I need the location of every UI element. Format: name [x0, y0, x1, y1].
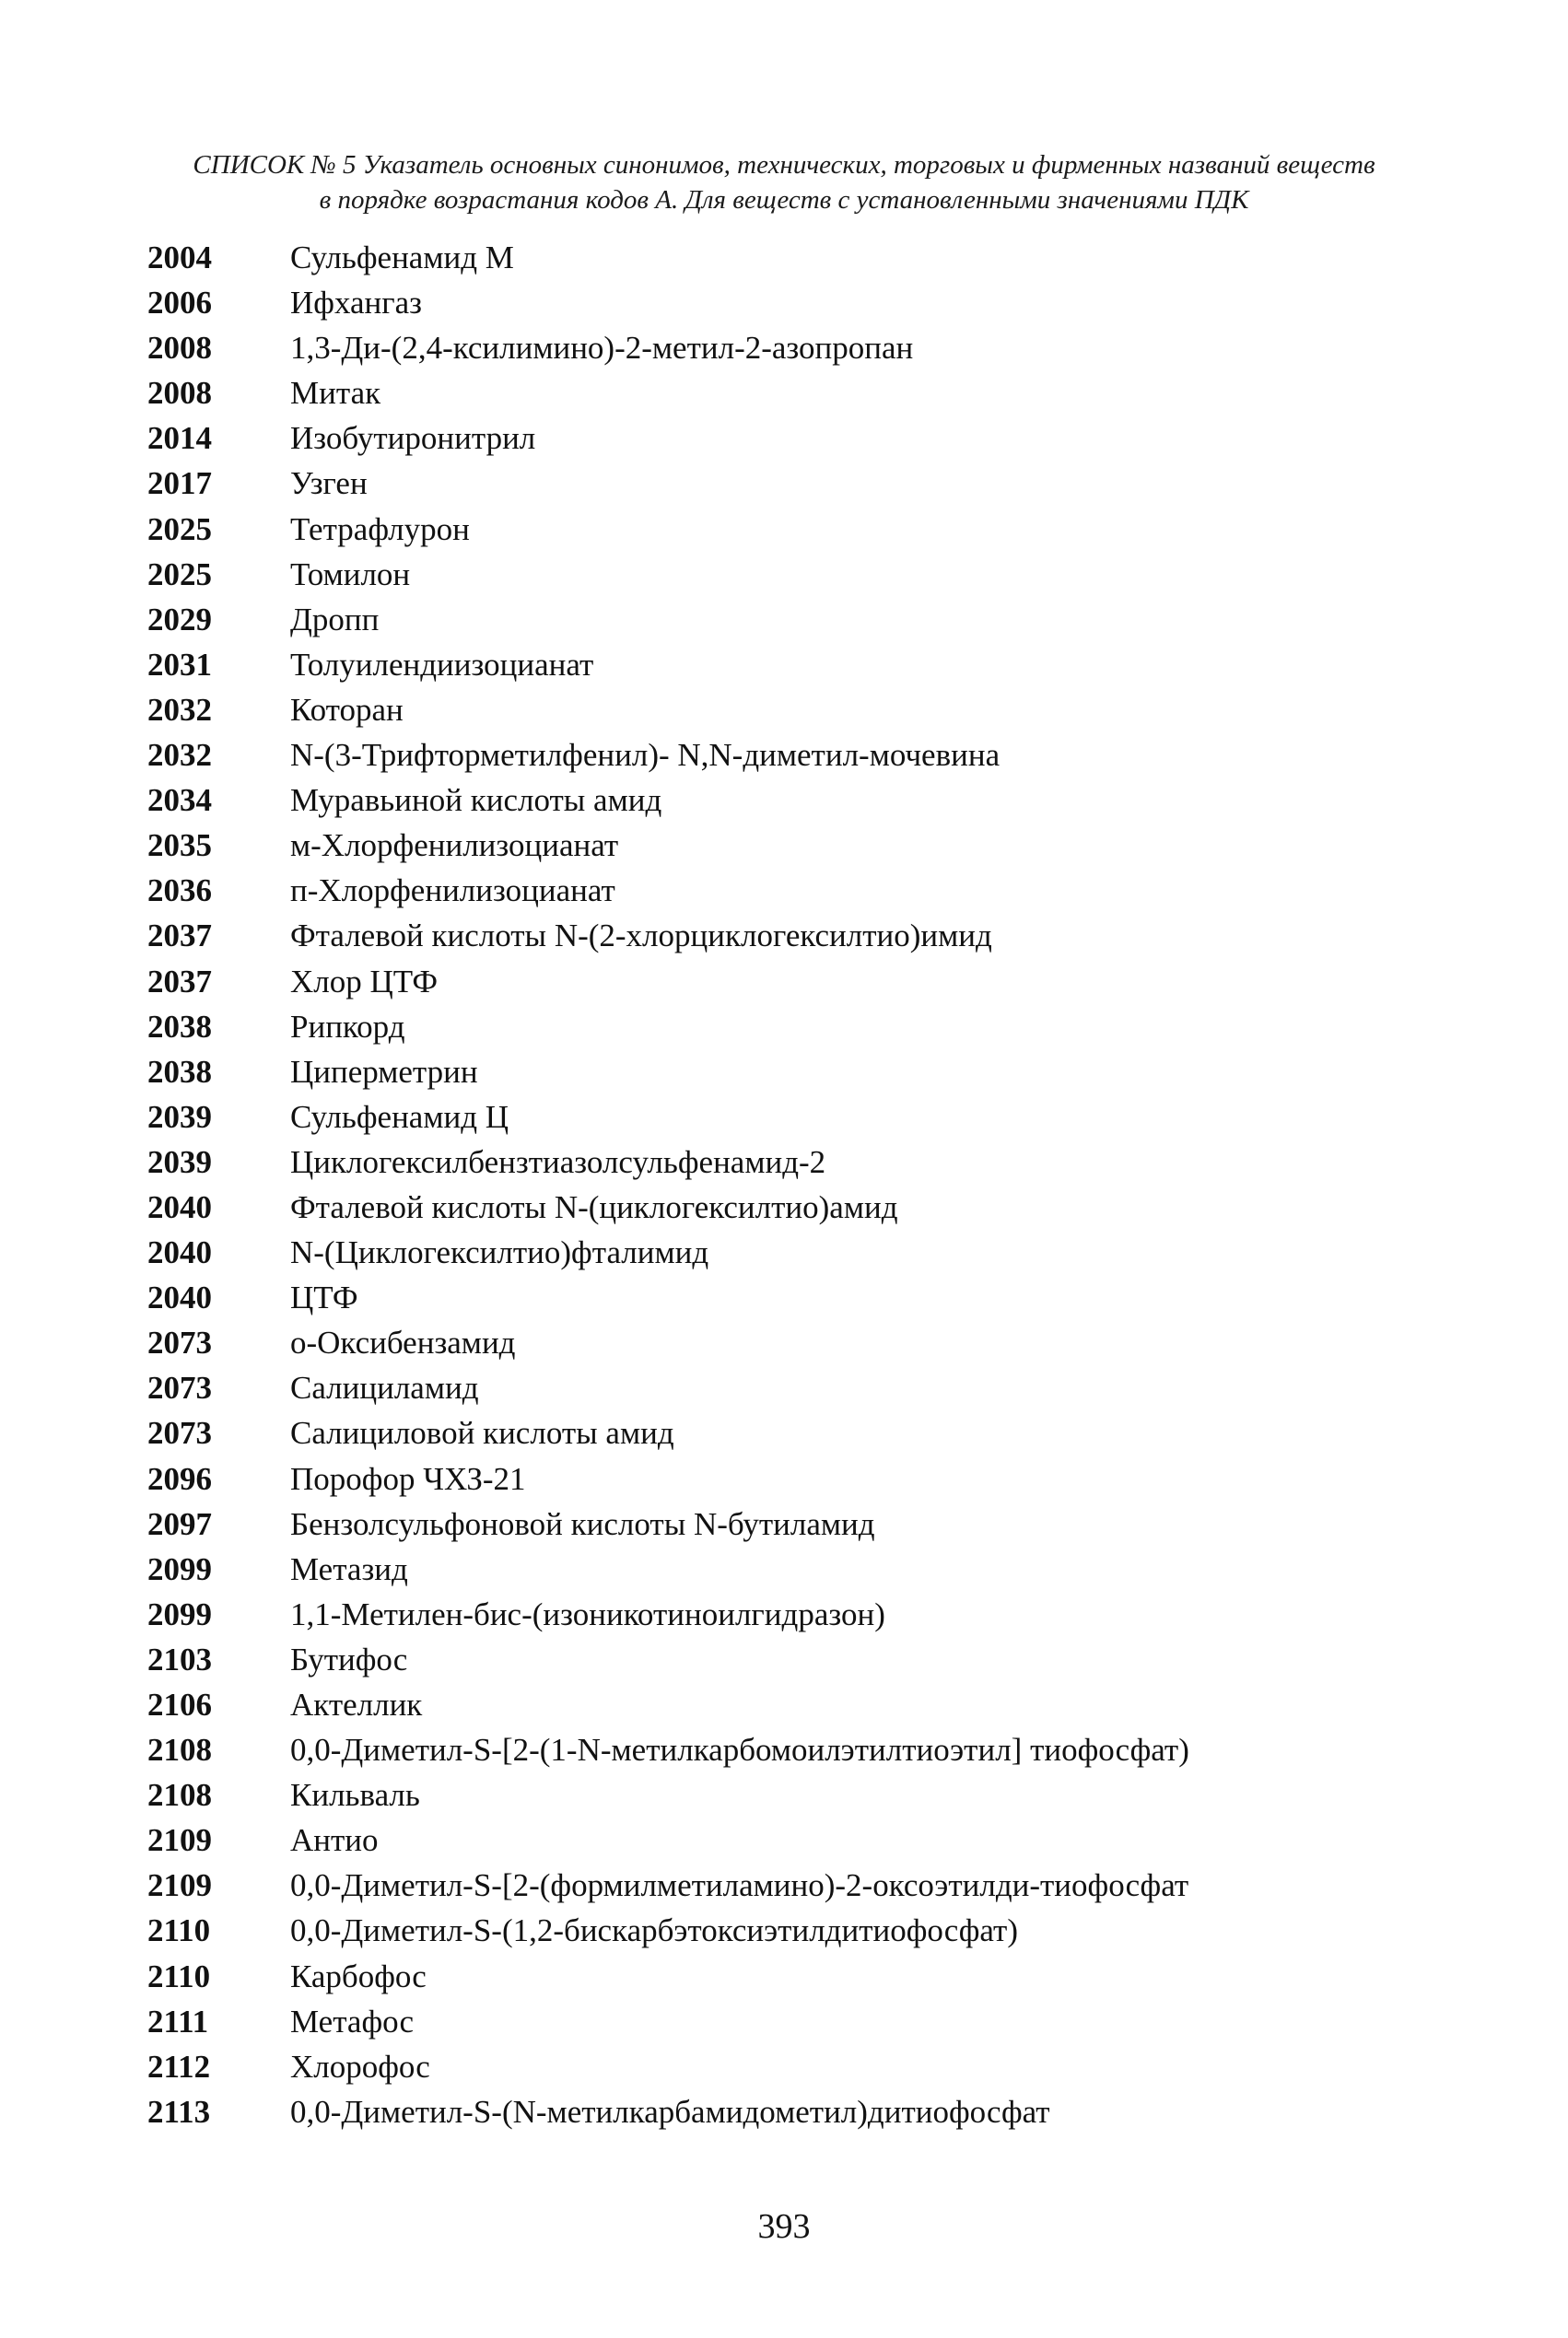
entry-code: 2040: [147, 1280, 212, 1316]
entry-code: 2034: [147, 782, 212, 819]
page-number: 393: [757, 2207, 811, 2246]
list-item: [147, 1682, 1456, 1727]
entry-code: 2110: [147, 1912, 211, 1949]
entry-code: 2025: [147, 555, 212, 592]
entry-name: Циперметрин: [290, 1053, 478, 1090]
list-item: [147, 1547, 1456, 1592]
list-item: [147, 461, 1456, 506]
list-item: [147, 1954, 1456, 1999]
entry-name: Узген: [290, 465, 368, 502]
list-item: [147, 1999, 1456, 2044]
list-item: [147, 777, 1456, 823]
entry-code: 2035: [147, 827, 212, 864]
list-item: [147, 868, 1456, 913]
entry-name: Бутифос: [290, 1641, 408, 1678]
entry-code: 2108: [147, 1777, 212, 1814]
entry-name: Толуилендиизоцианат: [290, 646, 594, 683]
entry-name: 1,3-Ди-(2,4-ксилимино)-2-метил-2-азопропан: [290, 330, 914, 367]
entry-code: 2113: [147, 2093, 211, 2130]
entry-code: 2017: [147, 465, 212, 502]
entry-code: 2108: [147, 1732, 212, 1769]
list-item: [147, 552, 1456, 597]
entry-name: Сульфенамид М: [290, 240, 514, 275]
entry-code: 2004: [147, 240, 212, 275]
entry-name: Циклогексилбензтиазолсульфенамид-2: [290, 1143, 826, 1180]
list-item: [147, 2044, 1456, 2089]
entry-code: 2073: [147, 1370, 212, 1407]
list-item: [147, 1320, 1456, 1365]
entry-code: 2031: [147, 646, 212, 683]
entry-code: 2040: [147, 1234, 212, 1271]
list-item: [147, 1863, 1456, 1908]
entry-code: 2099: [147, 1550, 212, 1587]
list-item: [147, 1094, 1456, 1140]
entry-name: Салициламид: [290, 1370, 479, 1407]
entry-name: Хлор ЦТФ: [290, 963, 439, 999]
entry-code: 2037: [147, 918, 212, 954]
header-line-2: в порядке возрастания кодов А. Для веществ с установленными значениями ПДК: [319, 185, 1249, 215]
list-item: [147, 235, 1456, 280]
list-item: [147, 1818, 1456, 1863]
entry-code: 2040: [147, 1188, 212, 1225]
list-item: [147, 642, 1456, 687]
list-item: [147, 959, 1456, 1004]
entry-name: Кильваль: [290, 1777, 420, 1814]
list-item: [147, 1772, 1456, 1818]
entry-name: Салициловой кислоты амид: [290, 1415, 674, 1452]
list-item: [147, 732, 1456, 777]
entry-code: 2038: [147, 1008, 212, 1045]
entry-code: 2029: [147, 601, 212, 637]
entry-name: Ифхангаз: [290, 285, 422, 321]
list-item: [147, 1410, 1456, 1455]
entry-code: 2036: [147, 872, 212, 909]
list-item: [147, 1049, 1456, 1094]
entry-name: Которан: [290, 691, 404, 728]
list-item: [147, 1637, 1456, 1682]
entry-name: Хлорофос: [290, 2048, 430, 2085]
entry-name: 0,0-Диметил-S-[2-(формилметиламино)-2-оксоэтилди-тиофосфат: [290, 1867, 1189, 1904]
list-item: [147, 280, 1456, 325]
list-item: [147, 823, 1456, 868]
entry-name: Карбофос: [290, 1958, 427, 1994]
entry-code: 2097: [147, 1505, 212, 1542]
entry-name: ЦТФ: [290, 1280, 358, 1316]
entry-code: 2032: [147, 691, 212, 728]
entry-name: Сульфенамид Ц: [290, 1098, 509, 1135]
entry-name: Актеллик: [290, 1687, 423, 1723]
entry-code: 2008: [147, 330, 212, 367]
entry-code: 2099: [147, 1596, 212, 1632]
entry-name: Тетрафлурон: [290, 510, 470, 547]
entry-code: 2096: [147, 1460, 212, 1497]
header-line-1: СПИСОК № 5 Указатель основных синонимов, технических, торговых и фирменных названий веществ: [193, 150, 1375, 180]
entry-code: 2037: [147, 963, 212, 999]
list-item: [147, 597, 1456, 642]
list-item: [147, 1456, 1456, 1502]
list-item: [147, 1502, 1456, 1547]
entry-name: Изобутиронитрил: [290, 420, 536, 457]
list-item: [147, 1908, 1456, 1953]
entry-name: Муравьиной кислоты амид: [290, 782, 662, 819]
entry-name: N-(3-Трифторметилфенил)- N,N-диметил-мочевина: [290, 737, 1000, 774]
list-item: [147, 687, 1456, 732]
entry-code: 2073: [147, 1325, 212, 1362]
list-item: [147, 1140, 1456, 1185]
entry-name: п-Хлорфенилизоцианат: [290, 872, 615, 909]
list-item: [147, 325, 1456, 370]
entry-name: Фталевой кислоты N-(2-хлорциклогексилтио)имид: [290, 918, 992, 954]
list-item: [147, 1592, 1456, 1637]
entry-name: 0,0-Диметил-S-(N-метилкарбамидометил)дитиофосфат: [290, 2093, 1050, 2130]
entry-name: м-Хлорфенилизоцианат: [290, 827, 619, 864]
list-item: [147, 1230, 1456, 1275]
entry-code: 2025: [147, 510, 212, 547]
list-item: [147, 1004, 1456, 1049]
list-item: [147, 2089, 1456, 2134]
entry-code: 2032: [147, 737, 212, 774]
entry-code: 2039: [147, 1098, 212, 1135]
entry-name: Дропп: [290, 601, 380, 637]
entry-code: 2109: [147, 1822, 212, 1859]
entry-code: 2073: [147, 1415, 212, 1452]
entry-name: Бензолсульфоновой кислоты N-бутиламид: [290, 1505, 875, 1542]
entry-code: 2014: [147, 420, 212, 457]
list-item: [147, 1185, 1456, 1230]
entry-code: 2110: [147, 1958, 211, 1994]
synonym-list: [147, 235, 1456, 2134]
entry-name: Митак: [290, 375, 381, 412]
page-header: [0, 147, 1568, 217]
list-item: [147, 507, 1456, 552]
entry-code: 2103: [147, 1641, 212, 1678]
entry-code: 2111: [147, 2003, 209, 2040]
entry-name: Томилон: [290, 555, 411, 592]
list-item: [147, 370, 1456, 415]
entry-name: 1,1-Метилен-бис-(изоникотиноилгидразон): [290, 1596, 885, 1632]
entry-code: 2106: [147, 1687, 212, 1723]
list-item: [147, 415, 1456, 461]
list-item: [147, 1275, 1456, 1320]
list-item: [147, 1365, 1456, 1410]
entry-code: 2006: [147, 285, 212, 321]
list-item: [147, 1727, 1456, 1772]
entry-name: Рипкорд: [290, 1008, 405, 1045]
entry-code: 2112: [147, 2048, 211, 2085]
entry-code: 2109: [147, 1867, 212, 1904]
entry-name: 0,0-Диметил-S-[2-(1-N-метилкарбомоилэтилтиоэтил] тиофосфат): [290, 1732, 1189, 1769]
entry-name: 0,0-Диметил-S-(1,2-бискарбэтоксиэтилдитиофосфат): [290, 1912, 1019, 1949]
entry-code: 2008: [147, 375, 212, 412]
entry-name: Фталевой кислоты N-(циклогексилтио)амид: [290, 1188, 898, 1225]
entry-code: 2038: [147, 1053, 212, 1090]
entry-name: Порофор ЧХЗ-21: [290, 1460, 526, 1497]
entry-name: Метафос: [290, 2003, 415, 2040]
entry-name: о-Оксибензамид: [290, 1325, 516, 1362]
entry-name: Антио: [290, 1822, 379, 1859]
entry-name: N-(Циклогексилтио)фталимид: [290, 1234, 709, 1271]
entry-name: Метазид: [290, 1550, 408, 1587]
list-item: [147, 913, 1456, 958]
entry-code: 2039: [147, 1143, 212, 1180]
